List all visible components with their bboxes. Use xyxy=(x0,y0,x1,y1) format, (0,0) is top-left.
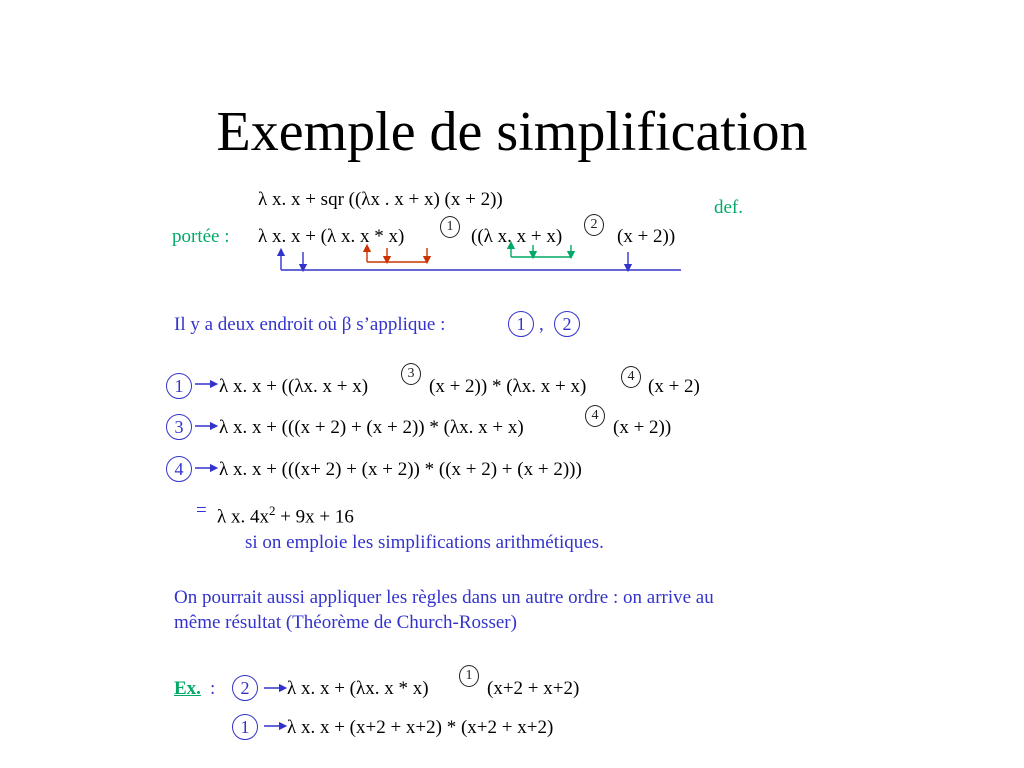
paragraph-line-2: même résultat (Théorème de Church-Rosser) xyxy=(174,612,517,633)
example-badge-2: 2 xyxy=(232,675,258,701)
redex-badge-2: 2 xyxy=(584,214,604,236)
result-exponent: 2 xyxy=(268,503,276,518)
def-label: def. xyxy=(714,197,744,218)
beta-badge-2: 2 xyxy=(554,311,580,337)
result-expression-b: + 9x + 16 xyxy=(275,506,354,528)
lambda-expression: λ x. x + sqr ((λx . x + x) (x + 2)) xyxy=(258,189,503,210)
portee-expression-b: ((λ x. x + x) xyxy=(471,226,563,247)
step1-expression: λ x. x + ((λx. x + x) xyxy=(219,376,369,397)
step3-end: (x + 2)) xyxy=(613,417,672,438)
step1-badge-4: 4 xyxy=(621,366,641,388)
example-step2-end: (x+2 + x+2) xyxy=(487,678,580,699)
redex-badge-1: 1 xyxy=(440,216,460,238)
beta-sentence: Il y a deux endroit où β s’applique : xyxy=(174,314,446,335)
example-colon: : xyxy=(210,678,216,699)
example-badge-1: 1 xyxy=(232,714,258,740)
result-note: si on emploie les simplifications arithmétiques. xyxy=(245,532,604,553)
step-badge-4: 4 xyxy=(166,456,192,482)
beta-comma: , xyxy=(539,314,544,335)
step-badge-1: 1 xyxy=(166,373,192,399)
scope-outer-bracket xyxy=(281,252,681,270)
step4-expression: λ x. x + (((x+ 2) + (x + 2)) * ((x + 2) + (x + 2))) xyxy=(219,459,582,480)
example-step1-expression: λ x. x + (x+2 + x+2) * (x+2 + x+2) xyxy=(287,717,554,738)
example-badge-1-small: 1 xyxy=(459,665,479,687)
beta-badge-1: 1 xyxy=(508,311,534,337)
result-expression-a: λ x. 4x xyxy=(217,506,269,528)
step1-tail: (x + 2)) * (λx. x + x) xyxy=(429,376,587,397)
scope-inner-bracket-2 xyxy=(511,245,571,257)
step1-badge-3: 3 xyxy=(401,363,421,385)
example-label: Ex. xyxy=(174,678,201,699)
paragraph-line-1: On pourrait aussi appliquer les règles dans un autre ordre : on arrive au xyxy=(174,587,714,608)
step1-end: (x + 2) xyxy=(648,376,700,397)
portee-expression-a: λ x. x + (λ x. x * x) xyxy=(258,226,405,247)
portee-expression-c: (x + 2)) xyxy=(617,226,676,247)
step3-expression: λ x. x + (((x + 2) + (x + 2)) * (λx. x + x) xyxy=(219,417,524,438)
result-expression xyxy=(217,500,354,528)
page-title: Exemple de simplification xyxy=(216,101,808,163)
example-step2-expression: λ x. x + (λx. x * x) xyxy=(287,678,429,699)
result-equals: = xyxy=(196,500,207,521)
step3-badge-4: 4 xyxy=(585,405,605,427)
portee-label: portée : xyxy=(172,226,230,247)
scope-inner-bracket-1 xyxy=(367,248,427,262)
step-badge-3: 3 xyxy=(166,414,192,440)
